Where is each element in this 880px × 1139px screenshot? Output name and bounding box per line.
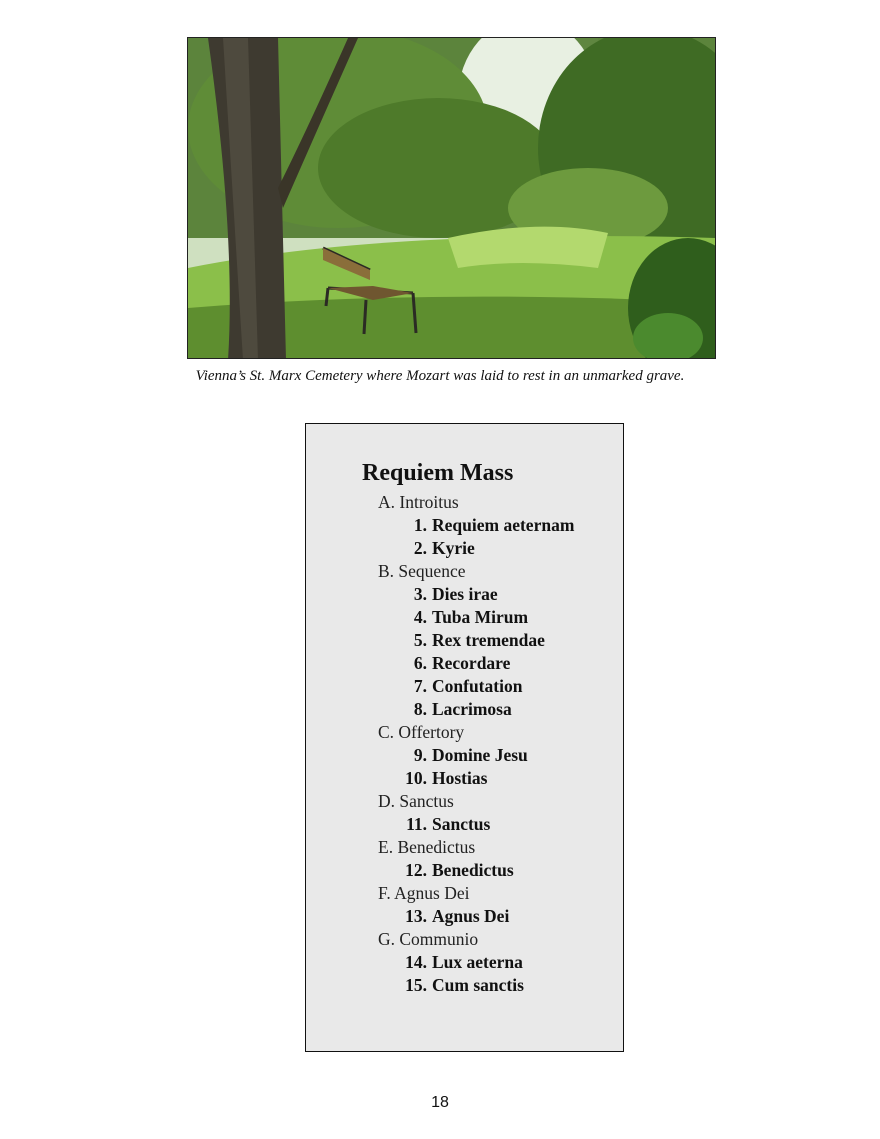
movement-number: 2. — [413, 538, 427, 558]
movement-number: 8. — [413, 699, 427, 719]
movement-outline — [306, 491, 623, 997]
section-heading: B. Sequence — [378, 561, 466, 581]
movement-item — [306, 514, 623, 537]
section-heading: E. Benedictus — [378, 837, 476, 857]
mass-title: Requiem Mass — [362, 460, 514, 486]
movement-number: 4. — [413, 607, 427, 627]
movement-item — [306, 813, 623, 836]
movement-item — [306, 951, 623, 974]
cemetery-landscape-photo — [188, 38, 716, 359]
movement-name: Hostias — [432, 768, 488, 788]
movement-name: Benedictus — [432, 860, 514, 880]
movement-number: 13. — [405, 906, 427, 926]
movement-number: 5. — [413, 630, 427, 650]
movement-item — [306, 767, 623, 790]
section-heading: D. Sanctus — [378, 791, 454, 811]
movement-name: Lux aeterna — [432, 952, 523, 972]
movement-name: Dies irae — [432, 584, 498, 604]
section-heading: F. Agnus Dei — [378, 883, 470, 903]
movement-number: 10. — [405, 768, 427, 788]
movement-name: Requiem aeternam — [432, 515, 575, 535]
requiem-outline-box — [305, 423, 624, 1052]
movement-name: Confutation — [432, 676, 523, 696]
page-number: 18 — [431, 1094, 449, 1111]
movement-name: Kyrie — [432, 538, 475, 558]
movement-name: Lacrimosa — [432, 699, 512, 719]
movement-item — [306, 652, 623, 675]
movement-number: 6. — [413, 653, 427, 673]
section-heading: G. Communio — [378, 929, 479, 949]
movement-item — [306, 859, 623, 882]
movement-item — [306, 905, 623, 928]
movement-item — [306, 606, 623, 629]
section-heading: A. Introitus — [378, 492, 459, 512]
movement-number: 12. — [405, 860, 427, 880]
cemetery-photo — [187, 37, 716, 359]
movement-number: 7. — [413, 676, 427, 696]
movement-name: Tuba Mirum — [432, 607, 529, 627]
movement-name: Cum sanctis — [432, 975, 524, 995]
movement-name: Domine Jesu — [432, 745, 528, 765]
movement-item — [306, 583, 623, 606]
movement-item — [306, 744, 623, 767]
movement-item — [306, 629, 623, 652]
movement-item — [306, 974, 623, 997]
movement-name: Rex tremendae — [432, 630, 545, 650]
movement-item — [306, 698, 623, 721]
movement-name: Recordare — [432, 653, 511, 673]
movement-number: 1. — [413, 515, 427, 535]
movement-number: 15. — [405, 975, 427, 995]
movement-number: 14. — [405, 952, 427, 972]
movement-item — [306, 537, 623, 560]
movement-number: 9. — [413, 745, 427, 765]
movement-number: 3. — [413, 584, 427, 604]
movement-name: Agnus Dei — [432, 906, 510, 926]
photo-caption: Vienna’s St. Marx Cemetery where Mozart was laid to rest in an unmarked grave. — [195, 368, 685, 384]
section-heading: C. Offertory — [378, 722, 465, 742]
movement-name: Sanctus — [432, 814, 491, 834]
movement-item — [306, 675, 623, 698]
movement-number: 11. — [406, 814, 427, 834]
